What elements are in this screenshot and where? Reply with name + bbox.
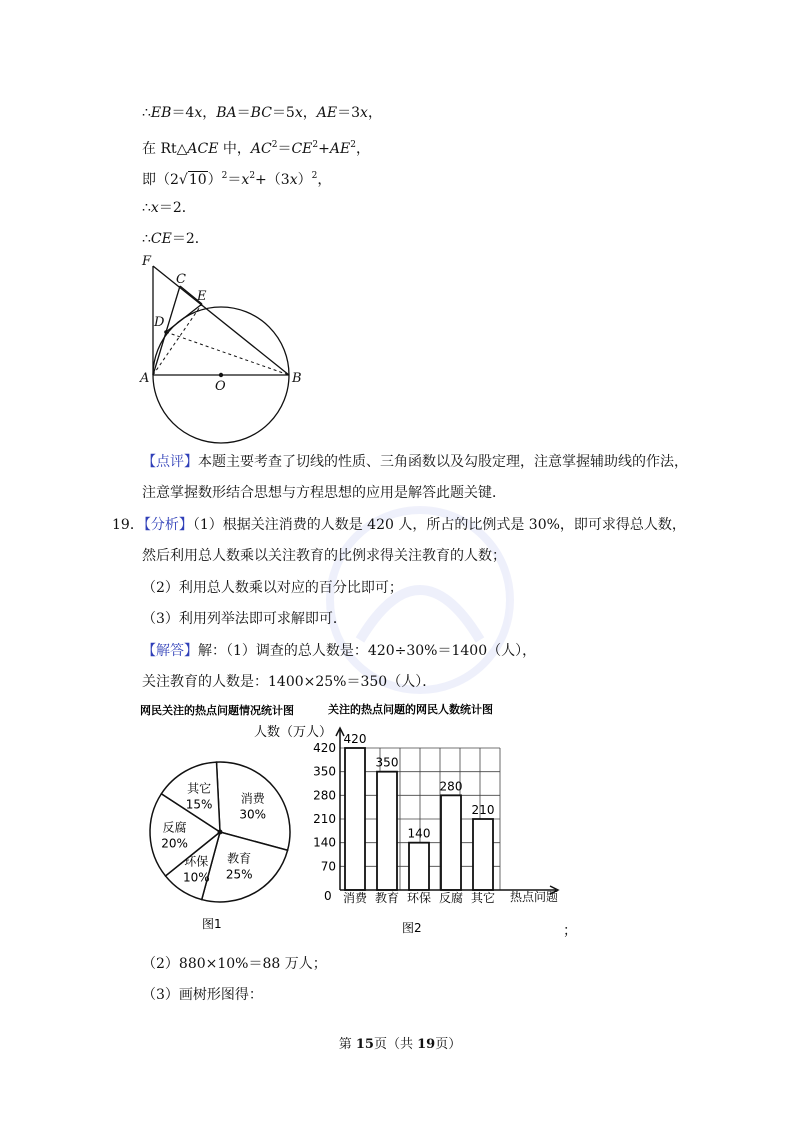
comment-line-1: 【点评】本题主要考查了切线的性质、三角函数以及勾股定理，注意掌握辅助线的作法， — [142, 454, 688, 470]
label-e: E — [197, 289, 207, 304]
y-tick-label: 140 — [313, 835, 336, 850]
trailing-semicolon: ； — [563, 923, 577, 939]
pie-center — [218, 830, 223, 835]
origin-label: 0 — [324, 889, 332, 903]
solution-line-2: 在 Rt△ACE 中，$AC^2=CE^2+AE^2$， — [142, 140, 370, 157]
segment-de — [166, 304, 202, 332]
q19-answer-line-1: 【解答】解：（1）调查的总人数是：420÷30%＝1400（人）， — [142, 643, 537, 659]
q19-number: 19． — [112, 517, 144, 533]
bar-value-label: 280 — [439, 779, 463, 794]
pie-slice-percent: 30% — [239, 807, 267, 822]
solution-line-5: ∴CE＝2． — [142, 231, 209, 247]
q19-analysis-line-4: （3）利用列举法即可求解即可． — [142, 611, 347, 627]
geometry-figure — [138, 250, 313, 450]
q19-analysis-line-1: 19．【分析】（1）根据关注消费的人数是 420 人，所占的比例式是 30%，即可求得总人数， — [112, 517, 686, 533]
bar-2 — [409, 843, 429, 890]
bar-value-label: 140 — [407, 826, 431, 841]
x-axis-label: 热点问题 — [510, 890, 559, 904]
comment-tag: 【点评】 — [142, 454, 198, 470]
x-tick-label: 反腐 — [438, 891, 464, 905]
pie-slices — [150, 762, 290, 902]
pie-slice-name: 消费 — [240, 791, 265, 806]
page-footer: 第 15页（共 19页） — [338, 1037, 462, 1052]
y-tick-label: 210 — [313, 812, 336, 826]
segment-fb — [153, 266, 289, 375]
answer-tag: 【解答】 — [142, 643, 198, 659]
bar-chart-figure — [254, 700, 573, 940]
pie-slice-percent: 10% — [182, 870, 210, 885]
label-a: A — [140, 371, 150, 386]
pie-slice-name: 反腐 — [162, 820, 187, 835]
x-tick-label: 其它 — [470, 891, 496, 905]
y-tick-label: 350 — [313, 764, 336, 779]
y-tick-label: 70 — [320, 859, 336, 874]
bar-value-label: 210 — [471, 803, 495, 817]
analysis-tag: 【分析】 — [143, 517, 193, 533]
solution-line-3: 即$(2√10)^2=x^2+(3x)^2$， — [142, 171, 332, 188]
pie-slice-percent: 20% — [161, 836, 188, 851]
label-d: D — [154, 315, 165, 330]
pie-slice-name: 教育 — [227, 851, 252, 866]
solution-line-4: ∴x＝2． — [142, 200, 196, 216]
pie-slice-percent: 15% — [185, 797, 213, 812]
pie-slice-name: 其它 — [187, 781, 212, 796]
bar-1 — [377, 772, 397, 890]
point-o — [219, 373, 223, 377]
y-tick-label: 420 — [313, 741, 336, 755]
solution-line-1: ∴EB＝4x，BA＝BC＝5x，AE＝3x， — [142, 105, 382, 121]
bar-0 — [345, 748, 365, 890]
bar-chart-caption: 图2 — [402, 921, 422, 935]
bar-value-label: 350 — [375, 755, 399, 770]
x-tick-label: 环保 — [406, 891, 432, 905]
sqrt-sign: √ — [178, 172, 188, 188]
label-c: C — [176, 272, 186, 287]
bar-3 — [441, 795, 461, 890]
pie-chart-title: 网民关注的热点问题情况统计图 — [140, 704, 294, 717]
label-o: O — [215, 379, 226, 394]
q19-analysis-line-2: 然后利用总人数乘以关注教育的比例求得关注教育的人数； — [142, 548, 506, 564]
segment-db-dashed — [166, 332, 289, 375]
q19-answer-line-4: （3）画树形图得： — [142, 987, 263, 1003]
y-axis-label: 人数（万人） — [254, 725, 333, 740]
point-d — [164, 330, 168, 334]
bar-4 — [473, 819, 493, 890]
bar-value-label: 420 — [343, 732, 367, 746]
label-f: F — [142, 254, 152, 269]
y-tick-label: 280 — [313, 788, 336, 803]
q19-answer-line-2: 关注教育的人数是：1400×25%＝350（人）． — [142, 674, 437, 690]
x-tick-label: 教育 — [374, 891, 400, 905]
bar-chart-title: 关注的热点问题的网民人数统计图 — [328, 703, 493, 716]
x-tick-label: 消费 — [342, 891, 368, 905]
comment-line-2: 注意掌握数形结合思想与方程思想的应用是解答此题关键． — [142, 485, 506, 501]
q19-analysis-line-3: （2）利用总人数乘以对应的百分比即可； — [142, 580, 403, 596]
pie-chart-caption: 图1 — [202, 917, 222, 931]
pie-slice-percent: 25% — [225, 867, 253, 882]
pie-slice-name: 环保 — [184, 854, 209, 869]
q19-answer-line-3: （2）880×10%＝88 万人； — [142, 956, 327, 972]
label-b: B — [292, 371, 302, 386]
